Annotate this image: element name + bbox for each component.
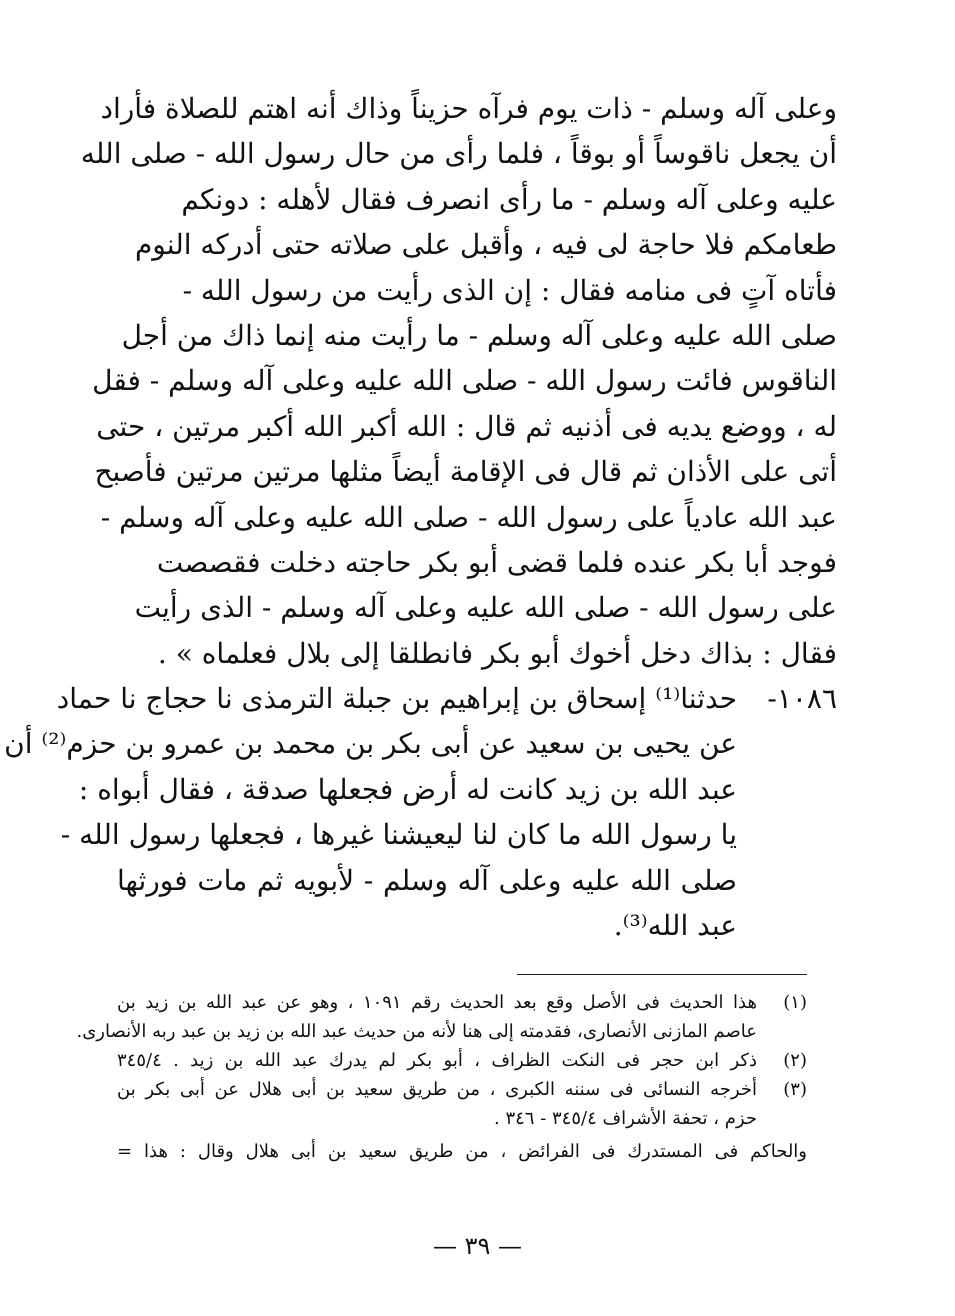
text-line: طعامكم فلا حاجة لى فيه ، وأقبل على صلاته حتى أدركه النوم	[134, 228, 837, 262]
footnote-line: هذا الحديث فى الأصل وقع بعد الحديث رقم ١٠٩١ ، وهو عن عبد الله بن زيد بن	[117, 992, 757, 1013]
footnotes-section	[76, 988, 807, 1166]
hadith-number: ١٠٨٦-	[767, 682, 837, 715]
text-line: الناقوس فائت رسول الله - صلى الله عليه وعلى آله وسلم - فقل	[92, 364, 837, 398]
footnote-line: عاصم المازنى الأنصارى، فقدمته إلى هنا لأنه من حديث عبد الله بن زيد بن عبد ربه الأنصارى.	[76, 1021, 757, 1042]
text-line: عبد الله⁽³⁾.	[613, 909, 737, 943]
text-line: فقال : بذاك دخل أخوك أبو بكر فانطلقا إلى بلال فعلماه » .	[157, 636, 837, 670]
hadith-body	[4, 676, 737, 948]
text-line: عن يحيى بن سعيد عن أبى بكر بن محمد بن عمرو بن حزم⁽²⁾ أن	[4, 727, 737, 761]
footnote-line: ذكر ابن حجر فى النكت الظراف ، أبو بكر لم يدرك عبد الله بن زيد . ٣٤٥/٤	[117, 1050, 757, 1071]
text-line: عليه وعلى آله وسلم - ما رأى انصرف فقال لأهله : دونكم	[181, 182, 837, 216]
text-line: عبد الله عادياً على رسول الله - صلى الله عليه وعلى آله وسلم -	[100, 500, 837, 534]
text-line: أن يجعل ناقوساً أو بوقاً ، فلما رأى من حال رسول الله - صلى الله	[80, 137, 837, 171]
footnote-2	[117, 1046, 807, 1075]
text-line: له ، ووضع يديه فى أذنيه ثم قال : الله أكبر الله أكبر مرتين ، حتى	[96, 409, 837, 443]
footnote-divider	[517, 974, 807, 975]
text-line: حدثنا⁽¹⁾ إسحاق بن إبراهيم بن جبلة الترمذى نا حجاج نا حماد	[56, 682, 737, 715]
footnote-number: (١)	[783, 992, 807, 1013]
text-line: صلى الله عليه وعلى آله وسلم - ما رأيت منه إنما ذاك من أجل	[121, 319, 837, 353]
text-line: يا رسول الله ما كان لنا ليعيشنا غيرها ، فجعلها رسول الله -	[60, 818, 737, 852]
page-number: — ٣٩ —	[432, 1232, 523, 1260]
text-line: على رسول الله - صلى الله عليه وعلى آله وسلم - الذى رأيت	[134, 591, 837, 625]
text-line: وعلى آله وسلم - ذات يوم فرآه حزيناً وذاك أنه اهتم للصلاة فأراد	[100, 92, 837, 125]
text-line: فوجد أبا بكر عنده فلما قضى أبو بكر حاجته دخلت فقصصت	[156, 546, 837, 580]
text-line: صلى الله عليه وعلى آله وسلم - لأبويه ثم مات فورثها	[117, 863, 737, 897]
text-line: فأتاه آتٍ فى منامه فقال : إن الذى رأيت من رسول الله -	[182, 273, 837, 307]
footnote-number: (٢)	[783, 1050, 807, 1071]
text-line: أتى على الأذان ثم قال فى الإقامة أيضاً مثلها مرتين مرتين فأصبح	[94, 455, 837, 489]
footnote-continuation	[117, 1137, 807, 1166]
footnote-number: (٣)	[783, 1079, 807, 1100]
footnote-line: والحاكم فى المستدرك فى الفرائض ، من طريق سعيد بن أبى هلال وقال : هذا =	[117, 1141, 807, 1162]
text-line: عبد الله بن زيد كانت له أرض فجعلها صدقة ، فقال أبواه :	[78, 772, 737, 806]
hadith-1086	[4, 676, 837, 948]
footnote-line: أخرجه النسائى فى سننه الكبرى ، من طريق سعيد بن أبى هلال عن أبى بكر بن	[117, 1079, 757, 1100]
main-text-block	[80, 86, 837, 676]
footnote-3	[117, 1075, 807, 1133]
footnote-1	[76, 988, 807, 1046]
footnote-line: حزم ، تحفة الأشراف ٣٤٥/٤ - ٣٤٦ .	[494, 1108, 757, 1129]
